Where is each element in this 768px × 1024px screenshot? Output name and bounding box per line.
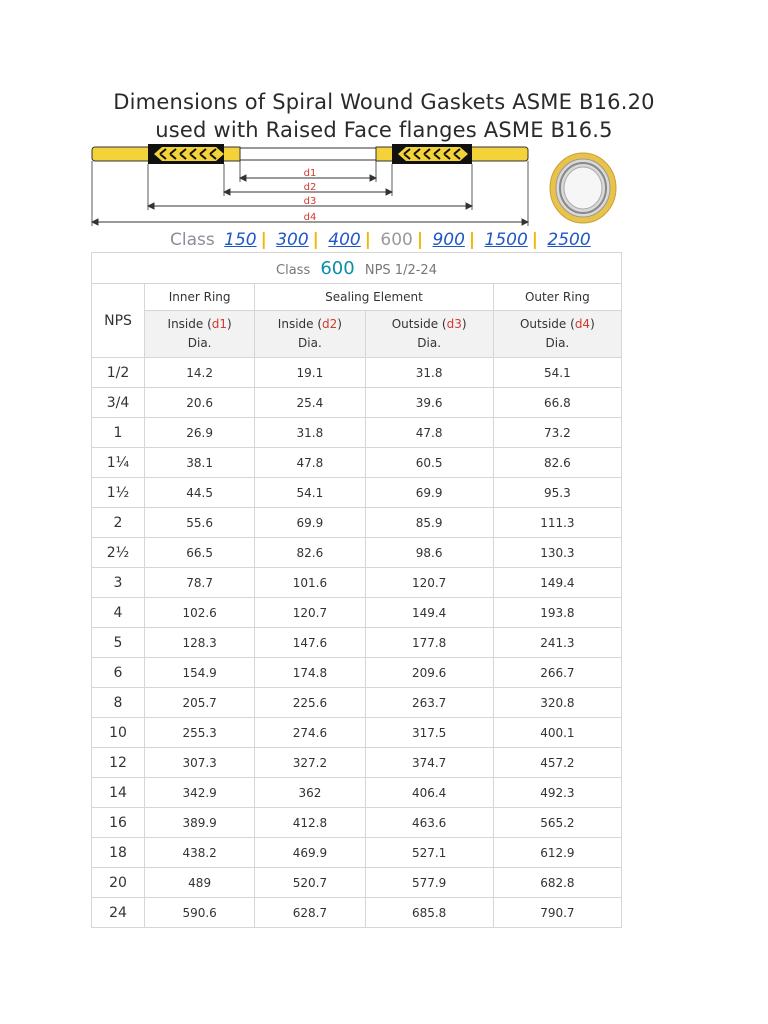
nps-cell: 5 bbox=[92, 628, 145, 658]
table-row bbox=[92, 658, 622, 688]
class-selector: Class 150 | 300 | 400 | 600 | 900 | 1500 | 2500 bbox=[170, 230, 591, 250]
winding-right bbox=[392, 144, 472, 164]
value-cell: 69.9 bbox=[365, 478, 493, 508]
value-cell: 685.8 bbox=[365, 898, 493, 928]
nps-cell: 1¼ bbox=[92, 448, 145, 478]
value-cell: 154.9 bbox=[145, 658, 255, 688]
class-link-2500[interactable]: 2500 bbox=[547, 230, 591, 250]
value-cell: 14.2 bbox=[145, 358, 255, 388]
page-title-line2: used with Raised Face flanges ASME B16.5 bbox=[155, 118, 613, 142]
value-cell: 320.8 bbox=[493, 688, 621, 718]
value-cell: 82.6 bbox=[255, 538, 365, 568]
table-row bbox=[92, 598, 622, 628]
value-cell: 95.3 bbox=[493, 478, 621, 508]
group-header-row bbox=[92, 284, 622, 311]
value-cell: 82.6 bbox=[493, 448, 621, 478]
table-row bbox=[92, 628, 622, 658]
d3-label: d3 bbox=[303, 196, 317, 207]
nps-cell: 1/2 bbox=[92, 358, 145, 388]
value-cell: 44.5 bbox=[145, 478, 255, 508]
sub-header-row bbox=[92, 311, 622, 358]
value-cell: 790.7 bbox=[493, 898, 621, 928]
class-link-300[interactable]: 300 bbox=[276, 230, 309, 250]
value-cell: 205.7 bbox=[145, 688, 255, 718]
value-cell: 438.2 bbox=[145, 838, 255, 868]
class-selector-label: Class bbox=[170, 230, 215, 250]
value-cell: 527.1 bbox=[365, 838, 493, 868]
nps-cell: 4 bbox=[92, 598, 145, 628]
value-cell: 47.8 bbox=[255, 448, 365, 478]
value-cell: 682.8 bbox=[493, 868, 621, 898]
value-cell: 307.3 bbox=[145, 748, 255, 778]
sub-header-d3: Outside (d3) Dia. bbox=[365, 311, 493, 358]
table-row bbox=[92, 838, 622, 868]
value-cell: 39.6 bbox=[365, 388, 493, 418]
table-row bbox=[92, 388, 622, 418]
value-cell: 19.1 bbox=[255, 358, 365, 388]
value-cell: 73.2 bbox=[493, 418, 621, 448]
nps-cell: 2½ bbox=[92, 538, 145, 568]
class-link-150[interactable]: 150 bbox=[224, 230, 257, 250]
table-row bbox=[92, 418, 622, 448]
value-cell: 463.6 bbox=[365, 808, 493, 838]
table-row bbox=[92, 718, 622, 748]
value-cell: 111.3 bbox=[493, 508, 621, 538]
value-cell: 628.7 bbox=[255, 898, 365, 928]
nps-cell: 10 bbox=[92, 718, 145, 748]
value-cell: 31.8 bbox=[255, 418, 365, 448]
table-row bbox=[92, 868, 622, 898]
sub-header-d1: Inside (d1) Dia. bbox=[145, 311, 255, 358]
table-row bbox=[92, 478, 622, 508]
value-cell: 38.1 bbox=[145, 448, 255, 478]
value-cell: 274.6 bbox=[255, 718, 365, 748]
value-cell: 255.3 bbox=[145, 718, 255, 748]
nps-cell: 1½ bbox=[92, 478, 145, 508]
nps-cell: 20 bbox=[92, 868, 145, 898]
value-cell: 406.4 bbox=[365, 778, 493, 808]
table-row bbox=[92, 508, 622, 538]
value-cell: 55.6 bbox=[145, 508, 255, 538]
table-row bbox=[92, 778, 622, 808]
value-cell: 130.3 bbox=[493, 538, 621, 568]
d4-label: d4 bbox=[303, 212, 317, 223]
value-cell: 209.6 bbox=[365, 658, 493, 688]
value-cell: 120.7 bbox=[255, 598, 365, 628]
value-cell: 149.4 bbox=[493, 568, 621, 598]
value-cell: 78.7 bbox=[145, 568, 255, 598]
caption-prefix: Class bbox=[276, 262, 311, 278]
value-cell: 225.6 bbox=[255, 688, 365, 718]
value-cell: 26.9 bbox=[145, 418, 255, 448]
nps-cell: 24 bbox=[92, 898, 145, 928]
value-cell: 25.4 bbox=[255, 388, 365, 418]
class-link-900[interactable]: 900 bbox=[432, 230, 465, 250]
nps-cell: 6 bbox=[92, 658, 145, 688]
value-cell: 66.8 bbox=[493, 388, 621, 418]
value-cell: 520.7 bbox=[255, 868, 365, 898]
d1-label: d1 bbox=[303, 168, 317, 179]
value-cell: 577.9 bbox=[365, 868, 493, 898]
value-cell: 374.7 bbox=[365, 748, 493, 778]
gasket-cross-section-diagram bbox=[88, 138, 533, 230]
group-outer-ring: Outer Ring bbox=[493, 284, 621, 311]
nps-cell: 8 bbox=[92, 688, 145, 718]
value-cell: 66.5 bbox=[145, 538, 255, 568]
sub-header-d4: Outside (d4) Dia. bbox=[493, 311, 621, 358]
value-cell: 612.9 bbox=[493, 838, 621, 868]
gasket-photo bbox=[546, 150, 620, 226]
value-cell: 193.8 bbox=[493, 598, 621, 628]
class-link-400[interactable]: 400 bbox=[328, 230, 361, 250]
nps-header: NPS bbox=[92, 284, 145, 358]
value-cell: 60.5 bbox=[365, 448, 493, 478]
value-cell: 101.6 bbox=[255, 568, 365, 598]
value-cell: 174.8 bbox=[255, 658, 365, 688]
nps-cell: 3 bbox=[92, 568, 145, 598]
value-cell: 266.7 bbox=[493, 658, 621, 688]
value-cell: 469.9 bbox=[255, 838, 365, 868]
caption-suffix: NPS 1/2-24 bbox=[364, 262, 437, 278]
value-cell: 54.1 bbox=[493, 358, 621, 388]
nps-cell: 3/4 bbox=[92, 388, 145, 418]
value-cell: 177.8 bbox=[365, 628, 493, 658]
nps-cell: 12 bbox=[92, 748, 145, 778]
value-cell: 69.9 bbox=[255, 508, 365, 538]
d2-label: d2 bbox=[303, 182, 317, 193]
value-cell: 102.6 bbox=[145, 598, 255, 628]
table-row bbox=[92, 808, 622, 838]
value-cell: 342.9 bbox=[145, 778, 255, 808]
page-title-line1: Dimensions of Spiral Wound Gaskets ASME B16.20 bbox=[113, 90, 655, 114]
value-cell: 85.9 bbox=[365, 508, 493, 538]
value-cell: 362 bbox=[255, 778, 365, 808]
value-cell: 317.5 bbox=[365, 718, 493, 748]
value-cell: 241.3 bbox=[493, 628, 621, 658]
value-cell: 120.7 bbox=[365, 568, 493, 598]
value-cell: 327.2 bbox=[255, 748, 365, 778]
value-cell: 54.1 bbox=[255, 478, 365, 508]
class-current-600: 600 bbox=[380, 230, 413, 250]
value-cell: 590.6 bbox=[145, 898, 255, 928]
value-cell: 263.7 bbox=[365, 688, 493, 718]
winding-left bbox=[148, 144, 224, 164]
nps-cell: 14 bbox=[92, 778, 145, 808]
value-cell: 389.9 bbox=[145, 808, 255, 838]
value-cell: 489 bbox=[145, 868, 255, 898]
dimensions-table bbox=[91, 252, 622, 928]
table-row bbox=[92, 358, 622, 388]
value-cell: 492.3 bbox=[493, 778, 621, 808]
value-cell: 149.4 bbox=[365, 598, 493, 628]
table-row bbox=[92, 688, 622, 718]
table-row bbox=[92, 748, 622, 778]
caption-class: 600 bbox=[320, 257, 355, 279]
nps-cell: 16 bbox=[92, 808, 145, 838]
nps-cell: 18 bbox=[92, 838, 145, 868]
value-cell: 565.2 bbox=[493, 808, 621, 838]
value-cell: 20.6 bbox=[145, 388, 255, 418]
value-cell: 31.8 bbox=[365, 358, 493, 388]
table-row bbox=[92, 538, 622, 568]
table-row bbox=[92, 448, 622, 478]
table-row bbox=[92, 568, 622, 598]
sub-header-d2: Inside (d2) Dia. bbox=[255, 311, 365, 358]
group-sealing-element: Sealing Element bbox=[255, 284, 493, 311]
table-caption-row bbox=[92, 253, 622, 284]
value-cell: 47.8 bbox=[365, 418, 493, 448]
nps-cell: 2 bbox=[92, 508, 145, 538]
nps-cell: 1 bbox=[92, 418, 145, 448]
table-row bbox=[92, 898, 622, 928]
value-cell: 147.6 bbox=[255, 628, 365, 658]
value-cell: 412.8 bbox=[255, 808, 365, 838]
value-cell: 128.3 bbox=[145, 628, 255, 658]
class-link-1500[interactable]: 1500 bbox=[484, 230, 528, 250]
group-inner-ring: Inner Ring bbox=[145, 284, 255, 311]
value-cell: 98.6 bbox=[365, 538, 493, 568]
value-cell: 457.2 bbox=[493, 748, 621, 778]
value-cell: 400.1 bbox=[493, 718, 621, 748]
